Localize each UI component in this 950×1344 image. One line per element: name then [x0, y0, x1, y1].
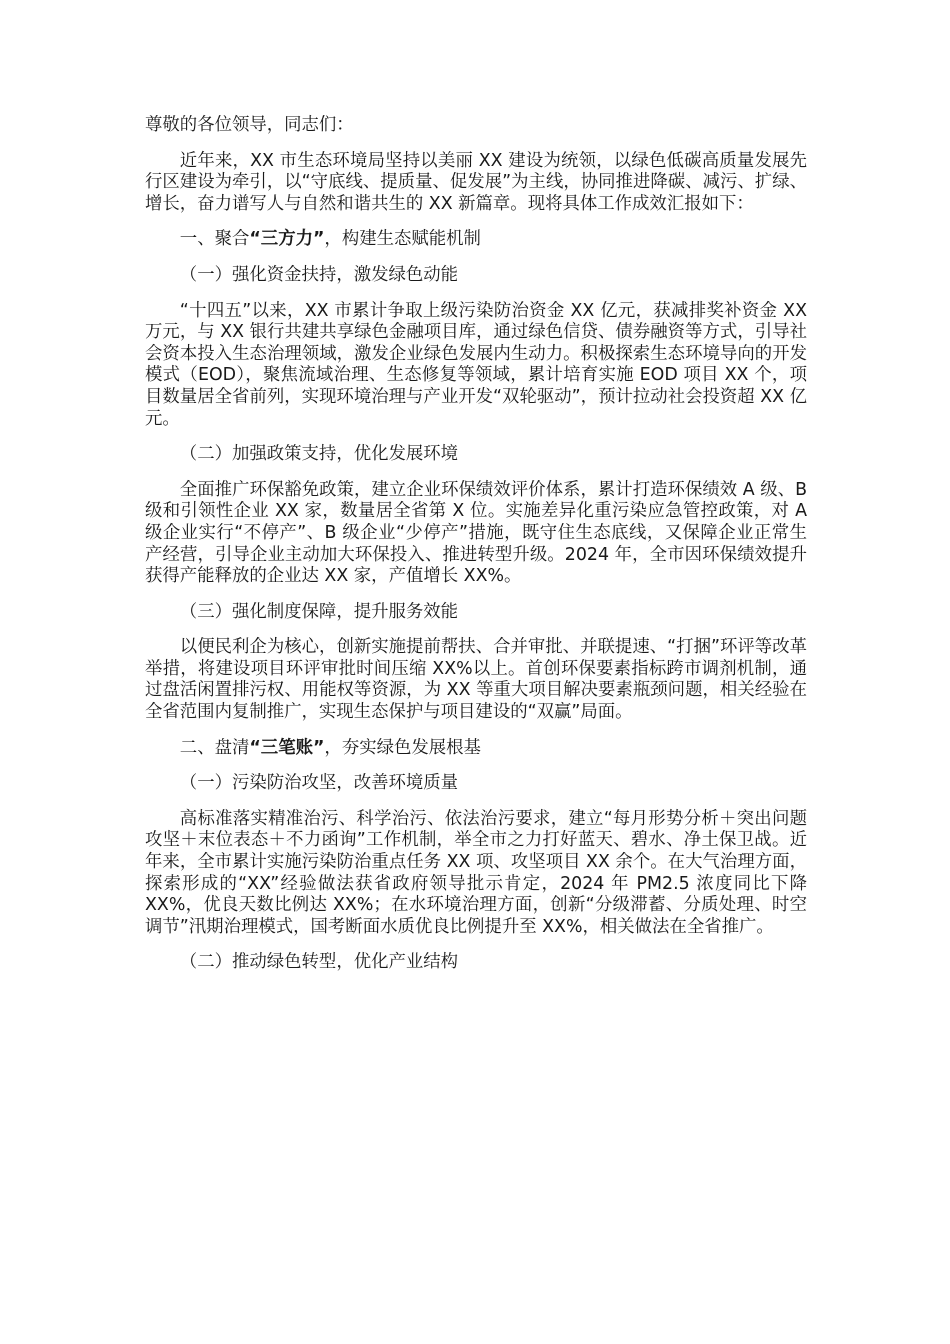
salutation: 尊敬的各位领导，同志们：	[145, 115, 354, 135]
intro-paragraph: 近年来，XX 市生态环境局坚持以美丽 XX 建设为统领，以绿色低碳高质量发展先行区建设为牵引，以“守底线、提质量、促发展”为主线，协同推进降碳、减污、扩绿、增长，奋力谱写人与自然和谐共生的 XX 新篇章。现将具体工作成效汇报如下：	[145, 150, 807, 214]
section-2-title-quote: “三笔账”	[249, 737, 325, 758]
section-1-title-pre: 一、聚合	[179, 229, 250, 250]
section-1-title-post: ，构建生态赋能机制	[324, 229, 481, 250]
section-1-heading	[145, 229, 807, 251]
section-1-title-quote: “三方力”	[249, 229, 325, 250]
section-1-3-body: 以便民利企为核心，创新实施提前帮扶、合并审批、并联提速、“打捆”环评等改革举措，将建设项目环评审批时间压缩 XX%以上。首创环保要素指标跨市调剂机制，通过盘活闲置排污权、用能权等资源，为 XX 等重大项目解决要素瓶颈问题，相关经验在全省范围内复制推广，实现生态保护与项目建设的“双赢”局面。	[145, 637, 807, 723]
section-1-2-heading: （二）加强政策支持，优化发展环境	[179, 444, 459, 465]
section-2-title-post: ，夯实绿色发展根基	[324, 737, 481, 758]
section-1-1-heading: （一）强化资金扶持，激发绿色动能	[179, 264, 459, 285]
section-1-1-body: “十四五”以来，XX 市累计争取上级污染防治资金 XX 亿元，获减排奖补资金 XX 万元，与 XX 银行共建共享绿色金融项目库，通过绿色信贷、债券融资等方式，引导社会资本投入生态治理领域，激发企业绿色发展内生动力。积极探索生态环境导向的开发模式（EOD），聚焦流域治理、生态修复等领域，累计培育实施 EOD 项目 XX 个，项目数量居全省前列，实现环境治理与产业开发“双轮驱动”，预计拉动社会投资超 XX 亿元。	[145, 300, 807, 429]
section-1-2-body: 全面推广环保豁免政策，建立企业环保绩效评价体系，累计打造环保绩效 A 级、B 级和引领性企业 XX 家，数量居全省第 X 位。实施差异化重污染应急管控政策，对 A 级企业实行“不停产”、B 级企业“少停产”措施，既守住生态底线，又保障企业正常生产经营，引导企业主动加大环保投入、推进转型升级。2024 年，全市因环保绩效提升获得产能释放的企业达 XX 家，产值增长 XX%。	[145, 479, 807, 587]
section-2-2-heading: （二）推动绿色转型，优化产业结构	[179, 952, 459, 973]
document-page	[145, 115, 807, 988]
section-2-1-body: 高标准落实精准治污、科学治污、依法治污要求，建立“每月形势分析＋突出问题攻坚＋末位表态＋不力函询”工作机制，举全市之力打好蓝天、碧水、净土保卫战。近年来，全市累计实施污染防治重点任务 XX 项、攻坚项目 XX 余个。在大气治理方面，探索形成的“XX”经验做法获省政府领导批示肯定，2024 年 PM2.5 浓度同比下降 XX%，优良天数比例达 XX%；在水环境治理方面，创新“分级滞蓄、分质处理、时空调节”汛期治理模式，国考断面水质优良比例提升至 XX%，相关做法在全省推广。	[145, 808, 807, 937]
section-2-heading	[145, 738, 807, 760]
section-2-1-heading: （一）污染防治攻坚，改善环境质量	[179, 773, 459, 794]
section-1-3-heading: （三）强化制度保障，提升服务效能	[179, 601, 459, 622]
section-2-title-pre: 二、盘清	[179, 737, 250, 758]
